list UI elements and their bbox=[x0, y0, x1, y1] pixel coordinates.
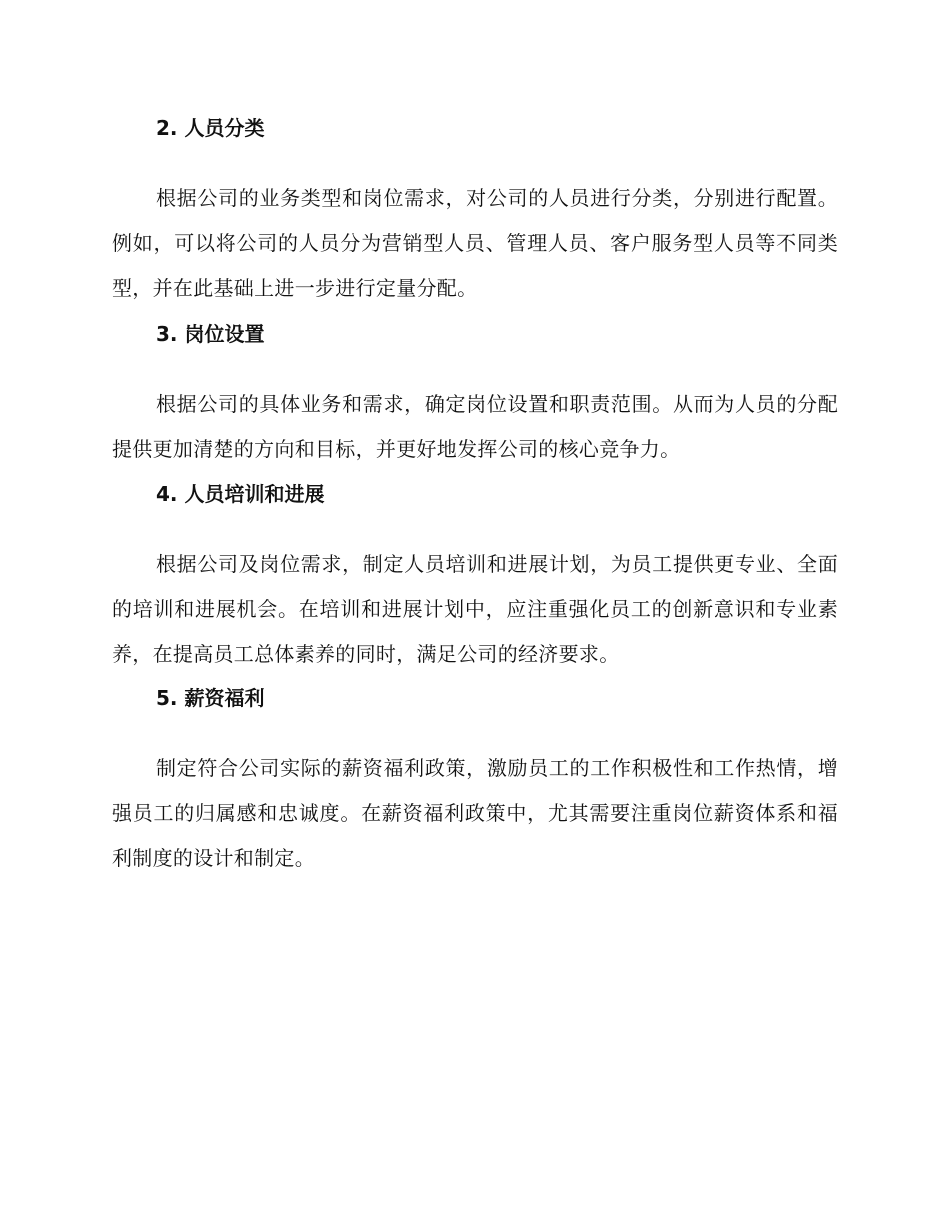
section-salary-benefits bbox=[112, 684, 838, 881]
section-position-setup bbox=[112, 320, 838, 472]
section-heading: 2. 人员分类 bbox=[156, 116, 265, 140]
section-heading: 5. 薪资福利 bbox=[156, 686, 265, 710]
section-heading: 4. 人员培训和进展 bbox=[156, 482, 325, 506]
section-heading: 3. 岗位设置 bbox=[156, 322, 265, 346]
section-training-development bbox=[112, 480, 838, 677]
section-staff-classification bbox=[112, 114, 838, 311]
section-paragraph: 根据公司的业务类型和岗位需求，对公司的人员进行分类，分别进行配置。例如，可以将公司的人员分为营销型人员、管理人员、客户服务型人员等不同类型，并在此基础上进一步进行定量分配。 bbox=[112, 186, 838, 300]
section-paragraph: 根据公司的具体业务和需求，确定岗位设置和职责范围。从而为人员的分配提供更加清楚的方向和目标，并更好地发挥公司的核心竞争力。 bbox=[112, 392, 838, 461]
section-paragraph: 根据公司及岗位需求，制定人员培训和进展计划，为员工提供更专业、全面的培训和进展机会。在培训和进展计划中，应注重强化员工的创新意识和专业素养，在提高员工总体素养的同时，满足公司的经济要求。 bbox=[112, 552, 838, 666]
section-paragraph: 制定符合公司实际的薪资福利政策，激励员工的工作积极性和工作热情，增强员工的归属感和忠诚度。在薪资福利政策中，尤其需要注重岗位薪资体系和福利制度的设计和制定。 bbox=[112, 756, 838, 870]
